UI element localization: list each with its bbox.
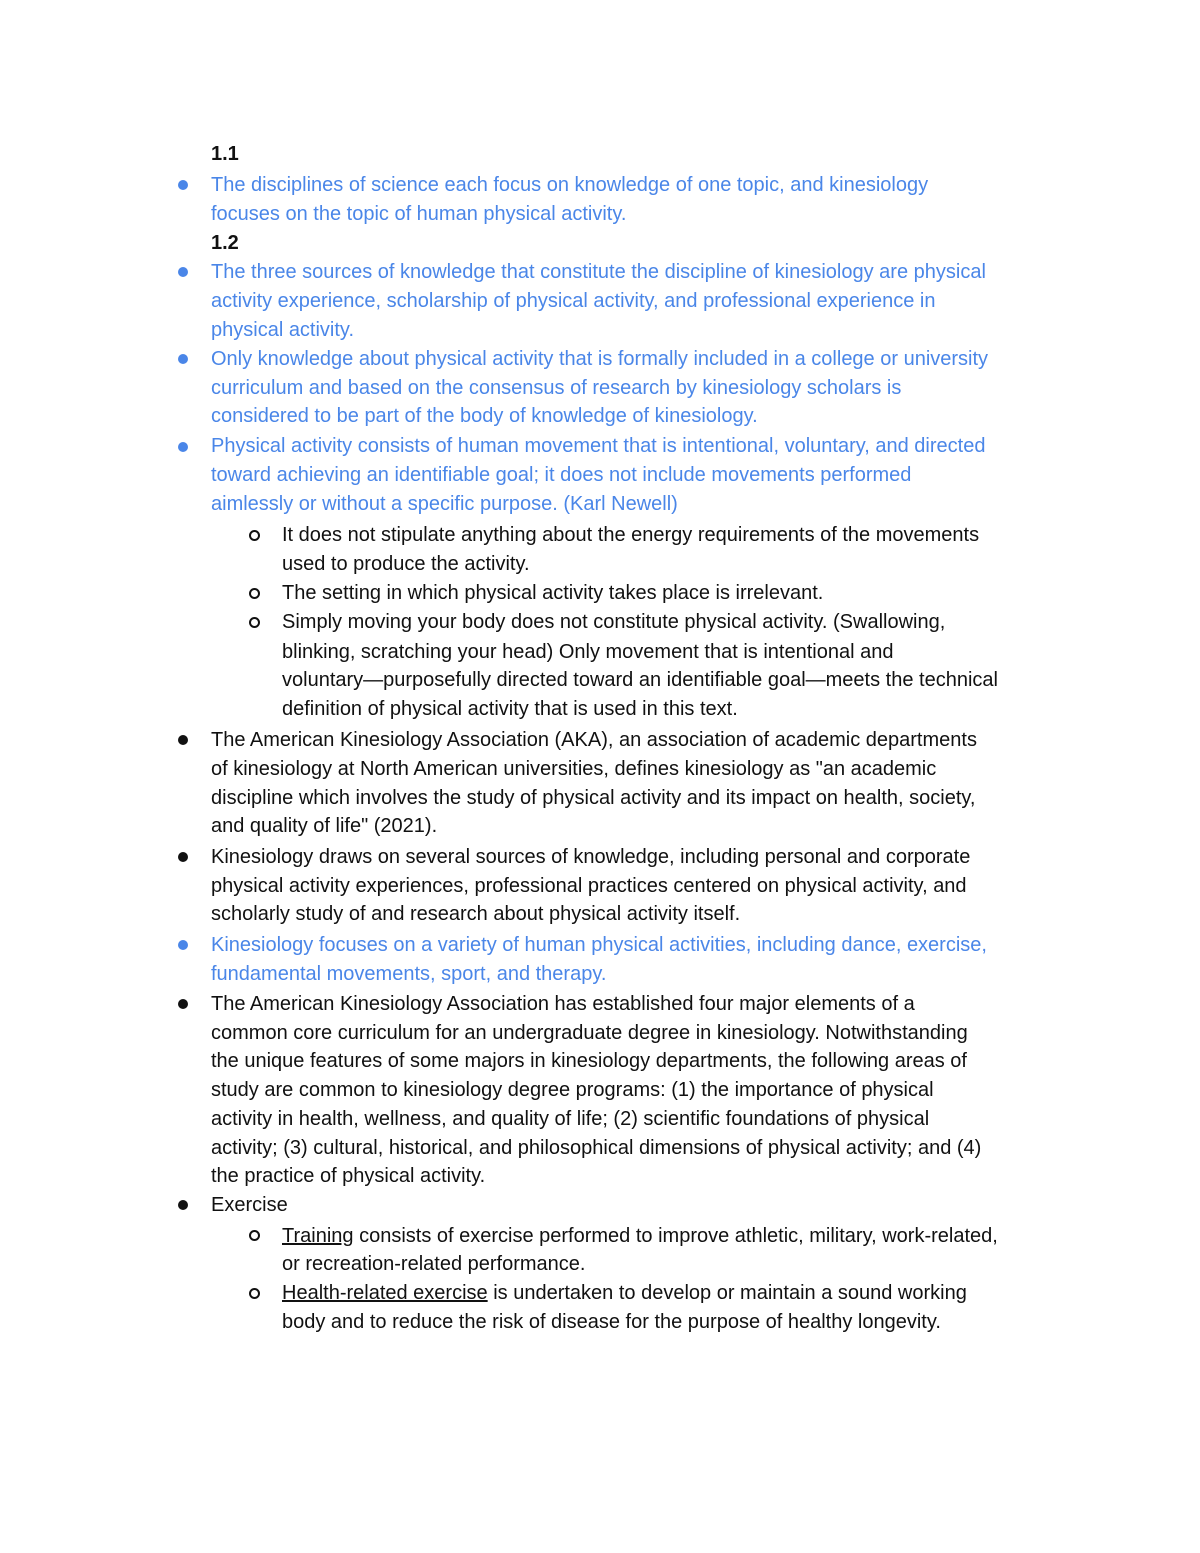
sub-list-item-text: body and to reduce the risk of disease for the purpose of healthy longevity. [282, 1311, 941, 1333]
list-item-text: Kinesiology focuses on a variety of human physical activities, including dance, exercise, [211, 934, 987, 956]
list-item-text: physical activity experiences, professional practices centered on physical activity, and [211, 875, 967, 897]
sub-list-item-text [282, 1281, 967, 1305]
list-item-text: activity in health, wellness, and quality of life; (2) scientific foundations of physical [211, 1108, 930, 1130]
sub-list-item-text: Simply moving your body does not constitute physical activity. (Swallowing, [282, 611, 946, 633]
list-item-text: The American Kinesiology Association has established four major elements of a [211, 993, 915, 1015]
list-item-text: toward achieving an identifiable goal; it does not include movements performed [211, 464, 912, 486]
list-item-text: considered to be part of the body of knowledge of kinesiology. [211, 405, 758, 427]
sub-bullet-icon [249, 617, 260, 628]
list-item-text: The disciplines of science each focus on knowledge of one topic, and kinesiology [211, 174, 929, 196]
bullet-icon [178, 442, 188, 452]
section-heading-1-1: 1.1 [211, 143, 239, 165]
list-item-text: of kinesiology at North American universities, defines kinesiology as "an academic [211, 758, 937, 780]
bullet-icon [178, 735, 188, 745]
list-item-text: Only knowledge about physical activity that is formally included in a college or university [211, 348, 989, 370]
list-item-text: activity experience, scholarship of physical activity, and professional experience in [211, 290, 936, 312]
bullet-icon [178, 267, 188, 277]
sub-list-item-text: used to produce the activity. [282, 553, 530, 575]
bullet-icon [178, 940, 188, 950]
sub-list-item-text: The setting in which physical activity takes place is irrelevant. [282, 582, 824, 604]
list-item-text: common core curriculum for an undergraduate degree in kinesiology. Notwithstanding [211, 1022, 968, 1044]
sub-bullet-icon [249, 588, 260, 599]
sub-list-item-text: It does not stipulate anything about the energy requirements of the movements [282, 524, 980, 546]
sub-list-item-text: definition of physical activity that is used in this text. [282, 698, 738, 720]
list-item-text: Exercise [211, 1194, 288, 1216]
list-item-text: the unique features of some majors in kinesiology departments, the following areas of [211, 1050, 967, 1072]
sub-list-item-text: blinking, scratching your head) Only movement that is intentional and [282, 641, 894, 663]
section-heading-1-2: 1.2 [211, 232, 239, 254]
sub-bullet-icon [249, 1288, 260, 1299]
bullet-icon [178, 354, 188, 364]
list-item-text: the practice of physical activity. [211, 1165, 486, 1187]
list-item-text: Physical activity consists of human movement that is intentional, voluntary, and directed [211, 435, 986, 457]
list-item-text: physical activity. [211, 319, 355, 341]
sub-list-item-text: voluntary—purposefully directed toward an identifiable goal—meets the technical [282, 669, 998, 691]
list-item-text: scholarly study of and research about physical activity itself. [211, 903, 741, 925]
list-item-text: focuses on the topic of human physical activity. [211, 203, 627, 225]
list-item-text: curriculum and based on the consensus of research by kinesiology scholars is [211, 377, 902, 399]
list-item-text: Kinesiology draws on several sources of knowledge, including personal and corporate [211, 846, 971, 868]
underlined-term: Health-related exercise [282, 1282, 488, 1304]
list-item-text: The three sources of knowledge that constitute the discipline of kinesiology are physical [211, 261, 986, 283]
list-item-text: activity; (3) cultural, historical, and philosophical dimensions of physical activity; and (4) [211, 1137, 982, 1159]
list-item-text: aimlessly or without a specific purpose. (Karl Newell) [211, 493, 678, 515]
bullet-icon [178, 852, 188, 862]
list-item-text: The American Kinesiology Association (AKA), an association of academic departments [211, 729, 977, 751]
sub-bullet-icon [249, 530, 260, 541]
list-item-text: fundamental movements, sport, and therapy. [211, 963, 607, 985]
sub-list-item-text: or recreation-related performance. [282, 1253, 586, 1275]
term-definition: is undertaken to develop or maintain a sound working [487, 1282, 967, 1304]
bullet-icon [178, 180, 188, 190]
list-item-text: and quality of life" (2021). [211, 815, 438, 837]
bullet-icon [178, 999, 188, 1009]
list-item-text: study are common to kinesiology degree programs: (1) the importance of physical [211, 1079, 934, 1101]
bullet-icon [178, 1200, 188, 1210]
term-definition: consists of exercise performed to improve athletic, military, work-related, [353, 1225, 998, 1247]
sub-list-item-text [282, 1224, 998, 1248]
list-item-text: discipline which involves the study of physical activity and its impact on health, society, [211, 787, 976, 809]
underlined-term: Training [282, 1225, 354, 1247]
sub-bullet-icon [249, 1230, 260, 1241]
